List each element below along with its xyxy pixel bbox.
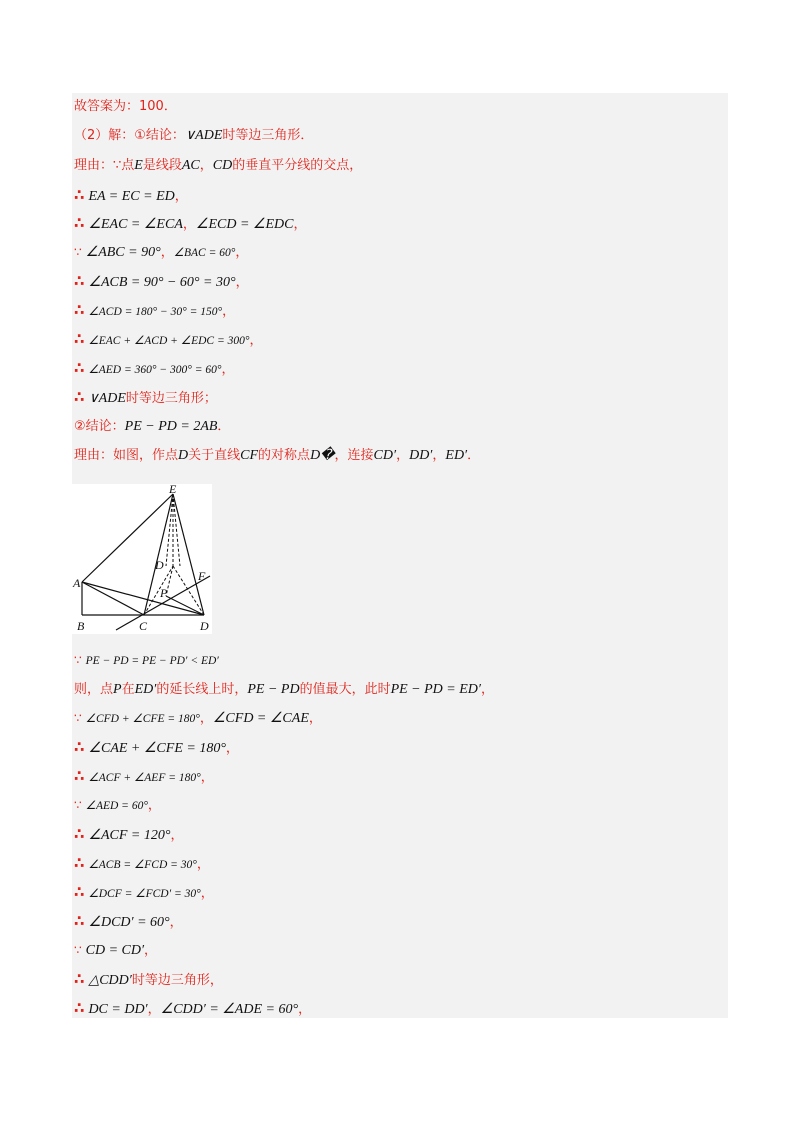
therefore-symbol: ∴: [74, 767, 85, 785]
math-expression: DC = DD′: [88, 1002, 148, 1017]
math-expression: ∠ACD = 180° − 30° = 150°: [88, 306, 223, 318]
text-segment: 的垂直平分线的交点，: [232, 158, 363, 173]
text-segment: ，: [222, 304, 236, 319]
segment-e-left: [166, 494, 173, 566]
solution-line: [74, 999, 311, 1019]
solution-line: [74, 912, 183, 932]
math-expression: ∠AED = 60°: [85, 800, 148, 812]
text-segment: ，: [396, 448, 410, 463]
math-expression: CF: [240, 448, 259, 463]
solution-line: [74, 388, 217, 408]
solution-line: [74, 825, 184, 845]
therefore-symbol: ∴: [74, 214, 85, 232]
line-cf: [116, 576, 210, 630]
text-segment: ，: [200, 886, 214, 901]
math-expression: ∠ACB = 90° − 60° = 30°: [88, 275, 236, 290]
math-expression: ∨ADE: [184, 128, 223, 143]
solution-line: [74, 186, 188, 206]
text-segment: 时等边三角形，: [131, 973, 223, 988]
math-expression: PE − PD = PE − PD′ < ED′: [85, 655, 219, 667]
text-segment: （2）解：①结论：: [74, 128, 185, 143]
text-segment: ，: [199, 711, 213, 726]
label-d-prime: D: [155, 558, 164, 572]
therefore-symbol: ∴: [74, 970, 85, 988]
math-expression: D: [178, 448, 189, 463]
text-segment: ，: [235, 275, 249, 290]
solution-line: [74, 330, 262, 350]
therefore-symbol: ∴: [74, 912, 85, 930]
solution-line: [74, 98, 177, 116]
solution-line: [74, 243, 248, 262]
math-expression: ∠CDD′ = ∠ADE = 60°: [160, 1002, 299, 1017]
math-expression: CD: [212, 158, 233, 173]
text-segment: ，连接: [334, 448, 374, 463]
therefore-symbol: ∴: [74, 999, 85, 1017]
label-c: C: [139, 619, 148, 633]
text-segment: 时等边三角形．: [222, 128, 314, 143]
label-a: A: [73, 576, 81, 590]
math-expression: ∨ADE: [88, 391, 126, 406]
math-expression: ∠CFD = ∠CAE: [212, 711, 309, 726]
text-segment: ，: [144, 943, 158, 958]
text-segment: ，: [225, 741, 239, 756]
text-segment: 的对称点: [258, 448, 311, 463]
math-expression: ∠BAC = 60°: [173, 247, 236, 259]
math-expression: EA = EC = ED: [88, 189, 175, 204]
therefore-symbol: ∴: [74, 272, 85, 290]
solution-line: [74, 738, 239, 758]
text-segment: ，: [200, 770, 214, 785]
math-expression: ∠CAE + ∠CFE = 180°: [88, 741, 226, 756]
math-expression: ∠ECD = ∠EDC: [195, 217, 294, 232]
because-symbol: ∵: [74, 653, 82, 667]
math-expression: ∠AED = 360° − 300° = 60°: [88, 364, 222, 376]
solution-line: [74, 970, 223, 990]
text-segment: ，: [308, 711, 322, 726]
solution-line: [74, 941, 157, 960]
therefore-symbol: ∴: [74, 359, 85, 377]
therefore-symbol: ∴: [74, 854, 85, 872]
solution-line: [74, 127, 313, 145]
math-expression: ∠ACF + ∠AEF = 180°: [88, 772, 201, 784]
segment-ad: [82, 582, 204, 615]
math-expression: E: [134, 158, 143, 173]
text-segment: ，: [298, 1002, 312, 1017]
segment-ed: [173, 494, 204, 615]
solution-line: [74, 447, 480, 465]
text-segment: ，: [169, 915, 183, 930]
text-segment: 理由：∵点: [74, 158, 135, 173]
label-f: F: [198, 569, 206, 583]
math-expression: PE − PD = ED′: [390, 682, 481, 697]
segment-cd-prime: [144, 566, 173, 615]
text-segment: ，: [182, 217, 196, 232]
text-segment: 的值最大，此时: [299, 682, 391, 697]
text-segment: ，: [480, 682, 494, 697]
segment-e-right: [173, 494, 180, 566]
math-expression: PE − PD = 2AB: [124, 419, 218, 434]
therefore-symbol: ∴: [74, 388, 85, 406]
text-segment: ，: [432, 448, 446, 463]
math-expression: AC: [181, 158, 200, 173]
because-symbol: ∵: [74, 943, 82, 957]
text-segment: 时等边三角形；: [125, 391, 217, 406]
math-expression: CD = CD′: [85, 943, 145, 958]
because-symbol: ∵: [74, 798, 82, 812]
solution-line: [74, 214, 306, 234]
text-segment: ，: [147, 798, 161, 813]
solution-line: [74, 883, 214, 903]
math-expression: ∠DCD′ = 60°: [88, 915, 170, 930]
math-expression: ED′: [445, 448, 468, 463]
label-d: D: [200, 619, 209, 633]
math-expression: ∠ABC = 90°: [85, 245, 161, 260]
therefore-symbol: ∴: [74, 186, 85, 204]
text-segment: 的延长线上时，: [156, 682, 248, 697]
solution-line: [74, 272, 249, 292]
text-segment: ，: [147, 1002, 161, 1017]
math-expression: ∠DCF = ∠FCD′ = 30°: [88, 888, 201, 900]
text-segment: 故答案为：100．: [74, 99, 177, 114]
math-expression: DD′: [409, 448, 433, 463]
solution-line: [74, 796, 161, 815]
solution-line: [74, 301, 235, 321]
segment-ac: [82, 582, 144, 615]
text-segment: ，: [249, 333, 263, 348]
label-p: P: [160, 586, 168, 600]
text-segment: ，: [199, 158, 213, 173]
text-segment: ，: [160, 245, 174, 260]
text-segment: ，: [221, 362, 235, 377]
text-segment: 在: [121, 682, 135, 697]
text-segment: ，: [196, 857, 210, 872]
solution-line: [74, 418, 230, 436]
because-symbol: ∵: [74, 245, 82, 259]
math-expression: ∠EAC + ∠ACD + ∠EDC = 300°: [88, 335, 250, 347]
text-segment: ．: [217, 419, 231, 434]
therefore-symbol: ∴: [74, 883, 85, 901]
solution-line: [74, 854, 210, 874]
geometry-figure: [72, 484, 212, 634]
therefore-symbol: ∴: [74, 738, 85, 756]
math-expression: △CDD′: [88, 973, 132, 988]
math-expression: CD′: [373, 448, 397, 463]
math-expression: ∠ACB = ∠FCD = 30°: [88, 859, 197, 871]
solution-line: [74, 359, 234, 379]
math-expression: ∠CFD + ∠CFE = 180°: [85, 713, 200, 725]
text-segment: ，: [170, 828, 184, 843]
math-expression: D�: [310, 448, 335, 463]
math-expression: PE − PD: [247, 682, 300, 697]
solution-line: [74, 157, 362, 175]
text-segment: 则，点: [74, 682, 114, 697]
math-expression: ∠EAC = ∠ECA: [88, 217, 183, 232]
solution-line: [74, 709, 322, 728]
therefore-symbol: ∴: [74, 330, 85, 348]
solution-line: [74, 651, 219, 670]
because-symbol: ∵: [74, 711, 82, 725]
text-segment: ．: [467, 448, 481, 463]
geometry-diagram: [72, 484, 212, 634]
math-expression: ∠ACF = 120°: [88, 828, 171, 843]
text-segment: 关于直线: [188, 448, 241, 463]
text-segment: ，: [235, 245, 249, 260]
solution-line: [74, 767, 214, 787]
text-segment: ②结论：: [74, 419, 125, 434]
math-expression: ED′: [134, 682, 157, 697]
therefore-symbol: ∴: [74, 825, 85, 843]
label-e: E: [169, 484, 177, 496]
text-segment: ，: [293, 217, 307, 232]
text-segment: ，: [174, 189, 188, 204]
math-expression: P: [113, 682, 122, 697]
label-b: B: [77, 619, 85, 633]
text-segment: 是线段: [142, 158, 182, 173]
therefore-symbol: ∴: [74, 301, 85, 319]
text-segment: 理由：如图，作点: [74, 448, 179, 463]
solution-line: [74, 681, 494, 699]
